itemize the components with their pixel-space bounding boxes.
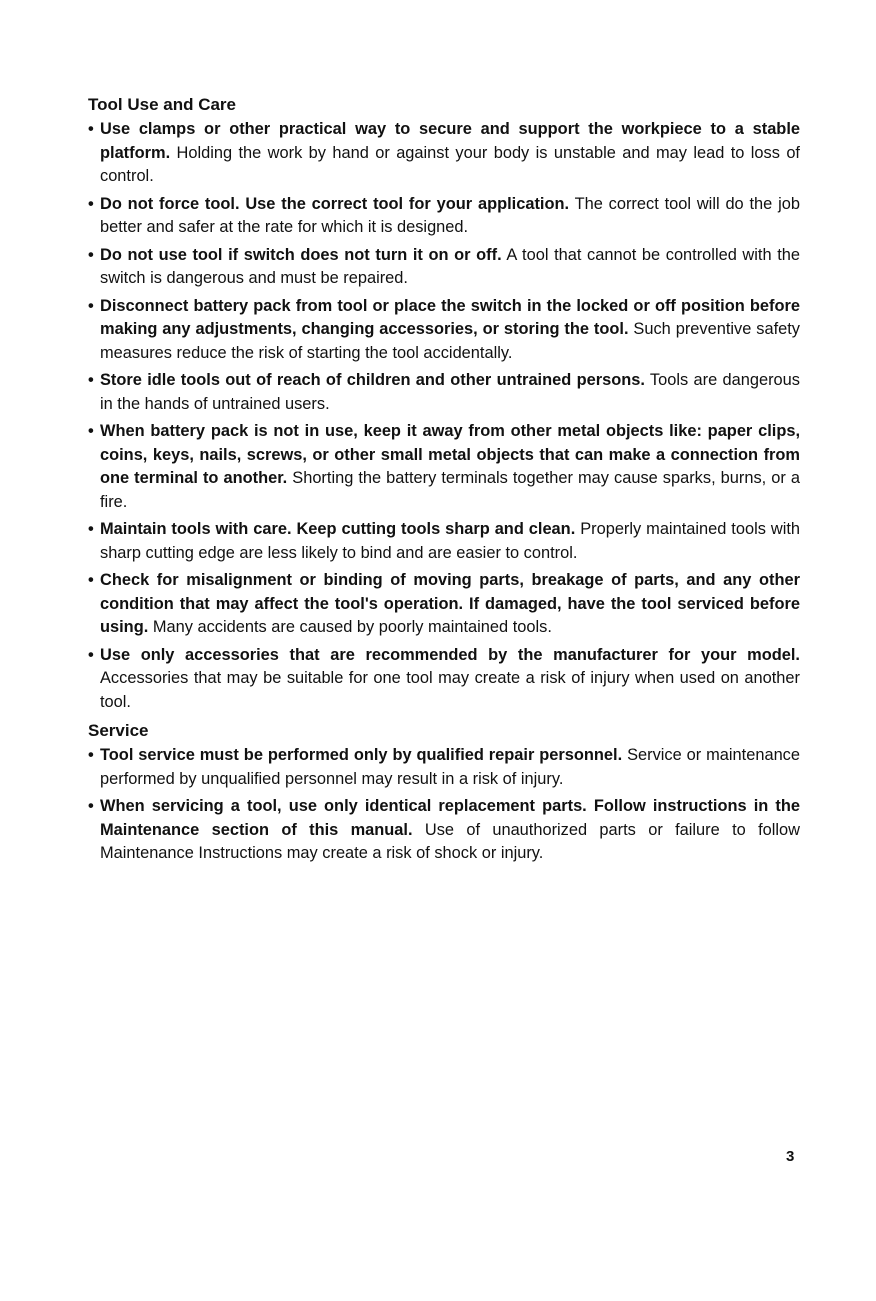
bullet-icon: • [88, 571, 94, 589]
list-item [88, 118, 800, 189]
list-item [88, 420, 800, 514]
bullet-icon: • [88, 797, 94, 815]
list-item [88, 295, 800, 366]
list-item [88, 518, 800, 565]
item-warning: Disconnect battery pack from tool or place the switch in the locked or off position before making any adjustments, changing accessories, or storing the tool. [100, 296, 800, 338]
bullet-icon: • [88, 245, 94, 264]
page-number: 3 [786, 1148, 795, 1165]
item-explanation: The correct tool will do the job better and safer at the rate for which it is designed. [100, 194, 800, 236]
item-warning: Check for misalignment or binding of moving parts, breakage of parts, and any other condition that may affect the tool's operation. If damaged, have the tool serviced before using. [100, 571, 800, 636]
service-list [88, 744, 800, 866]
bullet-icon: • [88, 371, 94, 389]
item-explanation: Such preventive safety measures reduce the risk of starting the tool accidentally. [100, 320, 800, 362]
item-warning: When battery pack is not in use, keep it away from other metal objects like: paper clips, coins, keys, nails, screws, or other small metal objects that can make a connection from one terminal to another. [100, 422, 800, 487]
item-explanation: Use of unauthorized parts or failure to follow Maintenance Instructions may create a risk of shock or injury. [100, 820, 800, 862]
list-item [88, 795, 800, 866]
bullet-icon: • [88, 520, 94, 538]
item-explanation: Service or maintenance performed by unqualified personnel may result in a risk of injury. [100, 746, 800, 788]
item-warning: Store idle tools out of reach of children and other untrained persons. [100, 371, 645, 389]
item-warning: Use clamps or other practical way to secure and support the workpiece to a stable platform. [100, 120, 800, 162]
item-warning: Maintain tools with care. Keep cutting tools sharp and clean. [100, 520, 576, 538]
item-warning: When servicing a tool, use only identical replacement parts. Follow instructions in the Maintenance section of this manual. [100, 797, 800, 839]
list-item [88, 569, 800, 640]
list-item [88, 193, 800, 240]
item-explanation: A tool that cannot be controlled with the switch is dangerous and must be repaired. [100, 245, 800, 287]
manual-page-content [88, 94, 800, 870]
section-heading-service: Service [88, 721, 149, 740]
item-explanation: Properly maintained tools with sharp cutting edge are less likely to bind and are easier to control. [100, 520, 801, 562]
list-item [88, 744, 800, 791]
item-explanation: Shorting the battery terminals together may cause sparks, burns, or a fire. [100, 469, 800, 511]
item-warning: Do not force tool. Use the correct tool for your application. [100, 194, 570, 213]
bullet-icon: • [88, 645, 94, 664]
item-explanation: Holding the work by hand or against your body is unstable and may lead to loss of control. [100, 143, 800, 185]
item-warning: Use only accessories that are recommended by the manufacturer for your model. [100, 645, 800, 664]
bullet-icon: • [88, 194, 94, 213]
item-explanation: Many accidents are caused by poorly maintained tools. [148, 618, 552, 636]
bullet-icon: • [88, 296, 94, 315]
item-explanation: Tools are dangerous in the hands of untrained users. [100, 371, 800, 413]
list-item [88, 644, 800, 715]
list-item [88, 369, 800, 416]
bullet-icon: • [88, 422, 94, 440]
list-item [88, 244, 800, 291]
item-warning: Do not use tool if switch does not turn it on or off. [100, 245, 502, 264]
section-heading-tool-use: Tool Use and Care [88, 95, 236, 114]
item-warning: Tool service must be performed only by qualified repair personnel. [100, 746, 623, 764]
item-explanation: Accessories that may be suitable for one tool may create a risk of injury when used on another tool. [100, 669, 800, 711]
bullet-icon: • [88, 120, 94, 138]
bullet-icon: • [88, 746, 94, 764]
tool-use-list [88, 118, 800, 714]
